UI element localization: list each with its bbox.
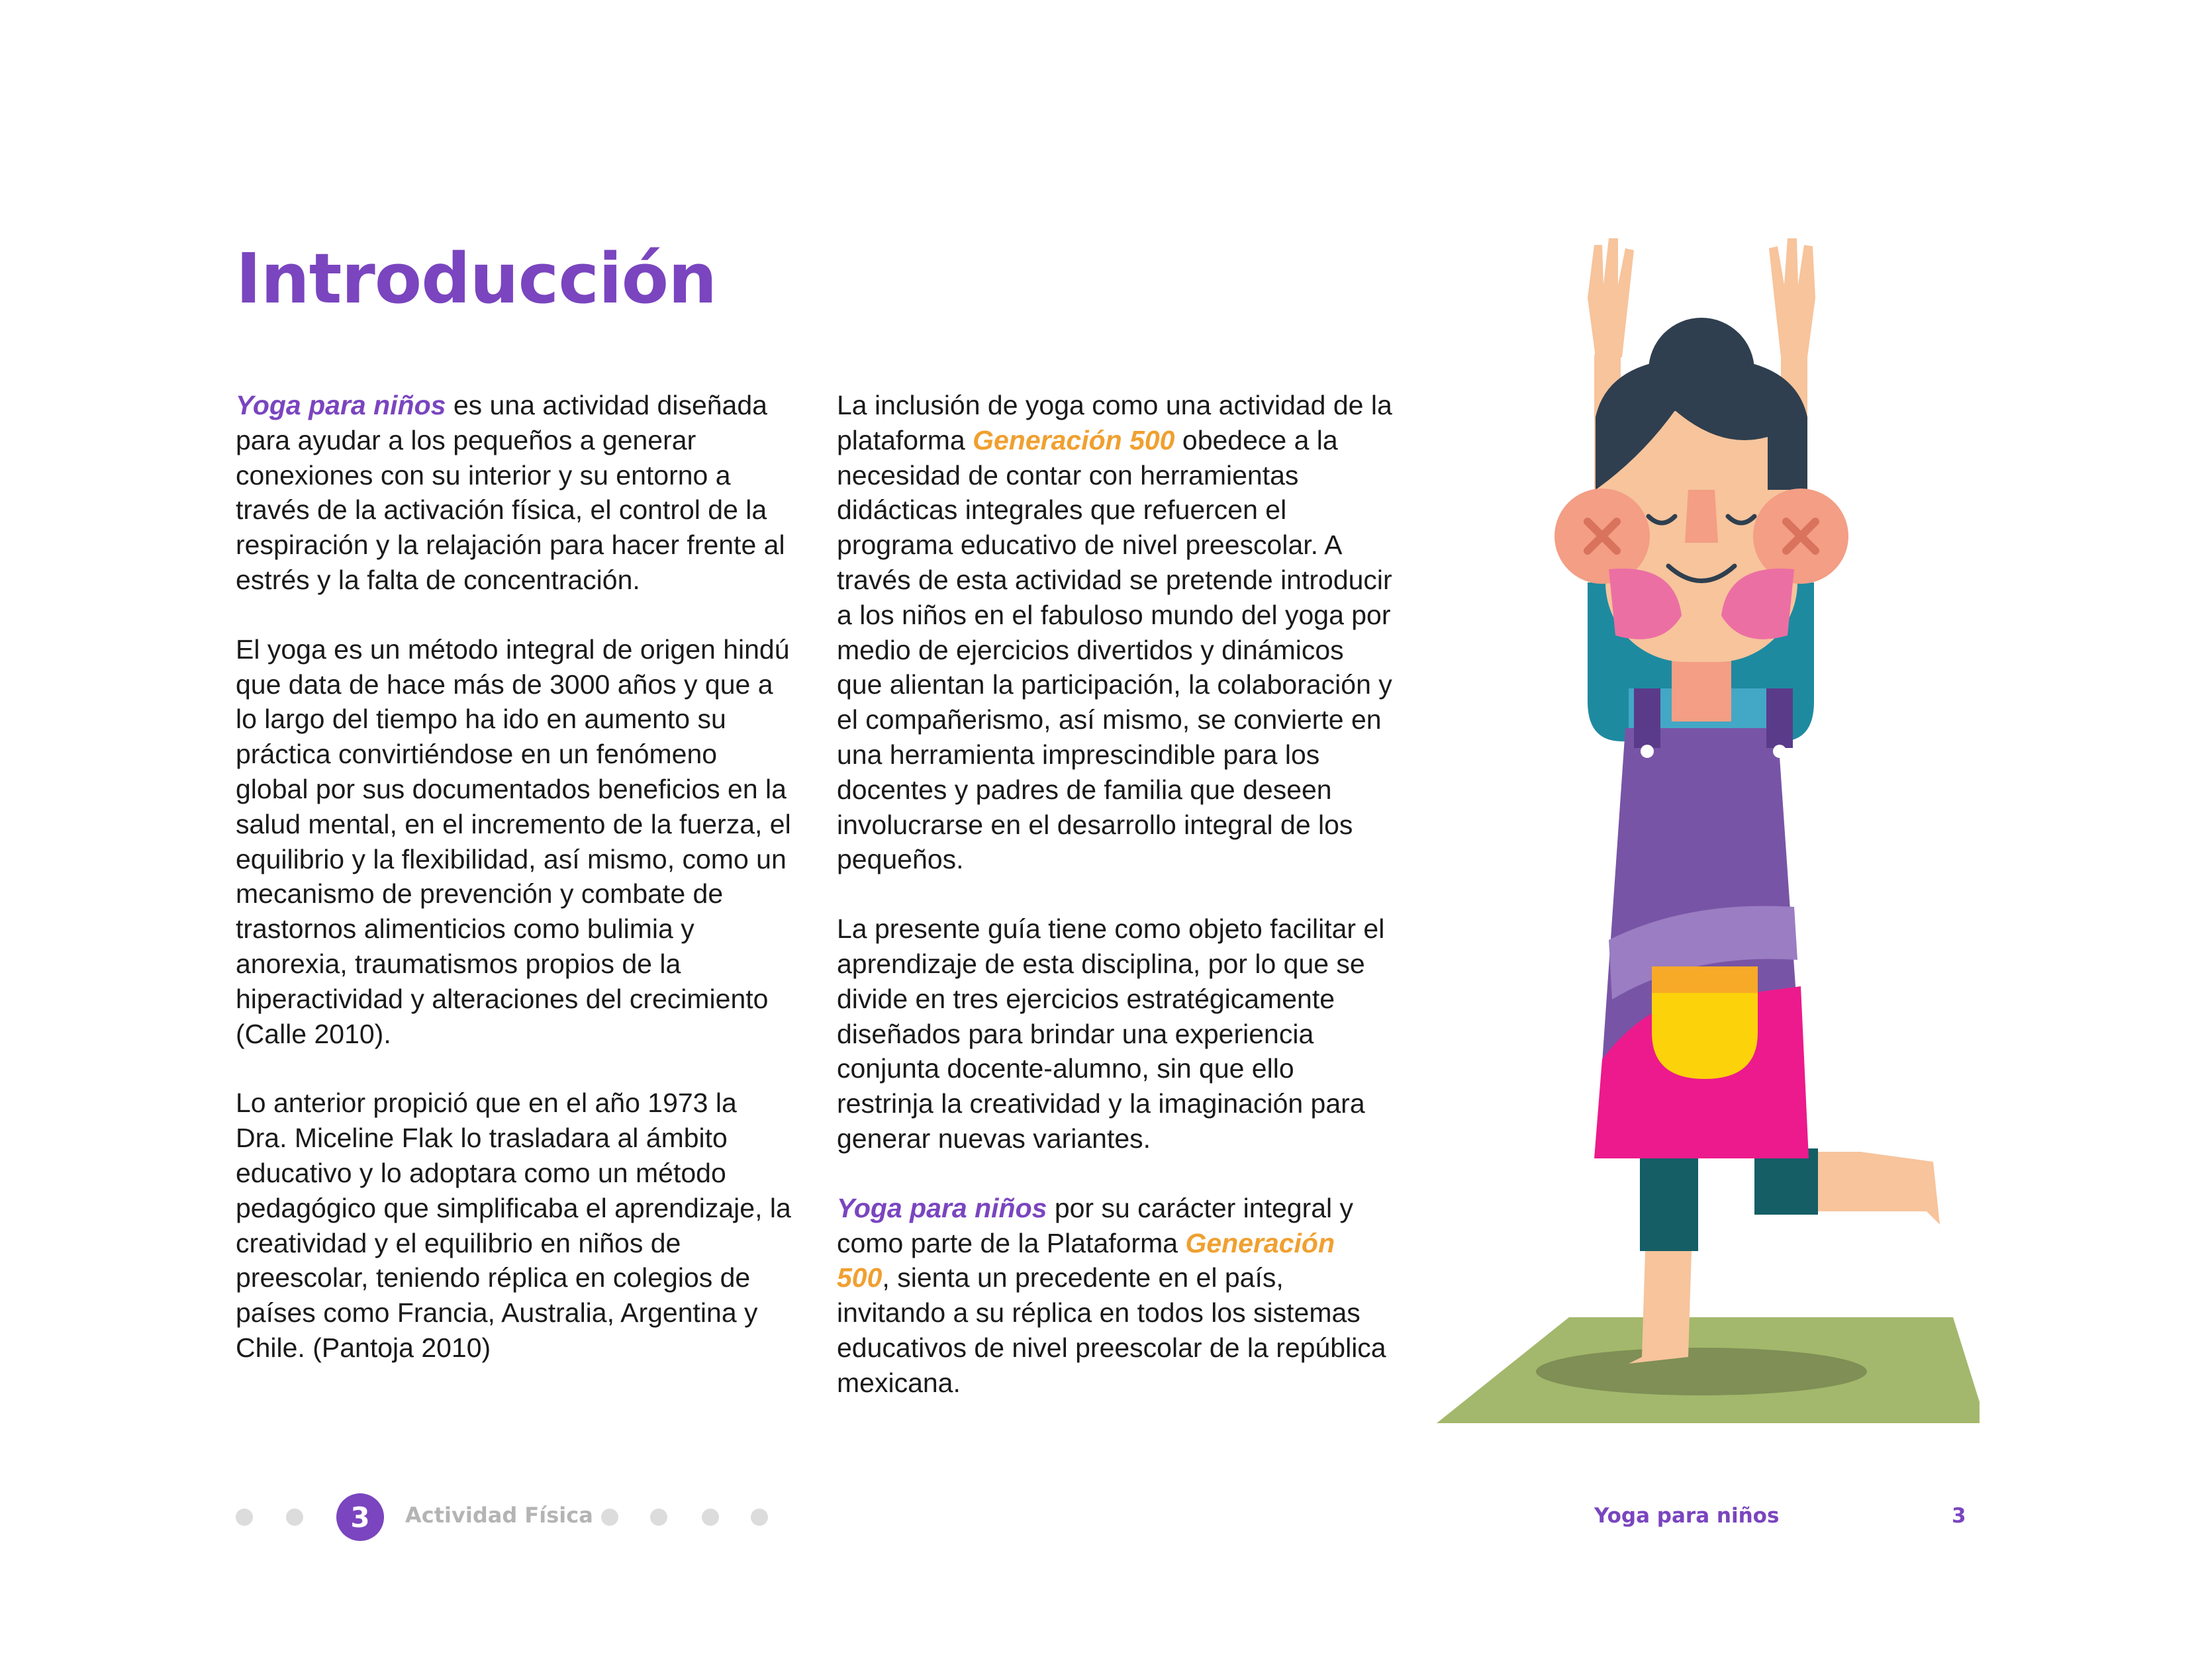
highlight-generacion-500: Generación 500 [973, 424, 1175, 455]
mat-shadow [1536, 1348, 1867, 1395]
document-title: Yoga para niños [1594, 1504, 1780, 1528]
page-number-badge: 3 [336, 1493, 384, 1541]
highlight-generacion-500: Generación 500 [837, 1227, 1335, 1293]
overalls-strap-left [1634, 688, 1660, 748]
paragraph [236, 388, 792, 598]
paragraph-text: obedece a la necesidad de contar con herramientas didácticas integrales que refuercen el programa educativo de nivel preescolar. A través de esta actividad se pretende introducir a los niños en el fabuloso mundo del yoga por medio de ejercicios divertidos y dinámicos que alientan la participación, la colaboración y el compañerismo, así mismo, se convierte en una herramienta imprescindible para los docentes y padres de familia que deseen involucrarse en el desarrollo integral de los pequeños. [837, 424, 1392, 875]
overalls-button-right [1773, 745, 1786, 758]
pocket-flap [1652, 966, 1758, 993]
child-yoga-tree-pose-illustration [1423, 238, 1980, 1430]
paragraph [837, 1191, 1393, 1401]
paragraph-text: por su carácter integral y como parte de la Plataforma [837, 1192, 1354, 1258]
page-number: 3 [1952, 1504, 1966, 1528]
paragraph-text: es una actividad diseñada para ayudar a los pequeños a generar conexiones con su interior y su entorno a través de la activación física, el control de la respiración y la relajación para hacer frente al estrés y la falta de concentración. [236, 390, 785, 595]
text-column-left [236, 388, 792, 1400]
footer-dot [601, 1509, 618, 1526]
paragraph: Lo anterior propició que en el año 1973 la Dra. Miceline Flak lo trasladara al ámbito educativo y lo adoptara como un método pedagógico que simplificaba el aprendizaje, la creatividad y el equilibrio en niños de preescolar, teniendo réplica en colegios de países como Francia, Australia, Argentina y Chile. (Pantoja 2010) [236, 1088, 791, 1363]
highlight-yoga-para-ninos: Yoga para niños [837, 1192, 1047, 1223]
left-hand [1588, 238, 1634, 357]
footer-dot [650, 1509, 667, 1526]
paragraph [837, 388, 1393, 877]
footer-dot [236, 1509, 253, 1526]
highlight-yoga-para-ninos: Yoga para niños [236, 390, 446, 420]
overalls-button-left [1641, 745, 1654, 758]
paragraph: El yoga es un método integral de origen hindú que data de hace más de 3000 años y que a lo largo del tiempo ha ido en aumento su práctica convirtiéndose en un fenómeno global por sus documentados beneficios en la salud mental, en el incremento de la fuerza, el equilibrio y la flexibilidad, así mismo, como un mecanismo de prevención y combate de trastornos alimenticios como bulimia y anorexia, traumatismos propios de la hiperactividad y alteraciones del crecimiento (Calle 2010). [236, 633, 791, 1049]
page-title: Introducción [236, 238, 717, 319]
overalls-strap-right [1766, 688, 1793, 748]
paragraph-text: La inclusión de yoga como una actividad de la plataforma [837, 390, 1392, 455]
standing-leg-pant [1640, 1158, 1698, 1251]
text-column-right [837, 388, 1393, 1435]
footer-dot [751, 1509, 768, 1526]
footer-dot [702, 1509, 719, 1526]
right-hand [1769, 238, 1815, 357]
pocket [1652, 993, 1758, 1079]
paragraph: La presente guía tiene como objeto facilitar el aprendizaje de esta disciplina, por lo que se divide en tres ejercicios estratégicamente diseñados para brindar una experiencia conjunta docente-alumno, sin que ello restrinja la creatividad y la imaginación para generar nuevas variantes. [837, 913, 1385, 1154]
section-label: Actividad Física [405, 1503, 593, 1528]
nose [1685, 490, 1718, 543]
footer-dot [286, 1509, 303, 1526]
paragraph-text: , sienta un precedente en el país, invitando a su réplica en todos los sistemas educativos de nivel preescolar de la república mexicana. [837, 1262, 1386, 1398]
